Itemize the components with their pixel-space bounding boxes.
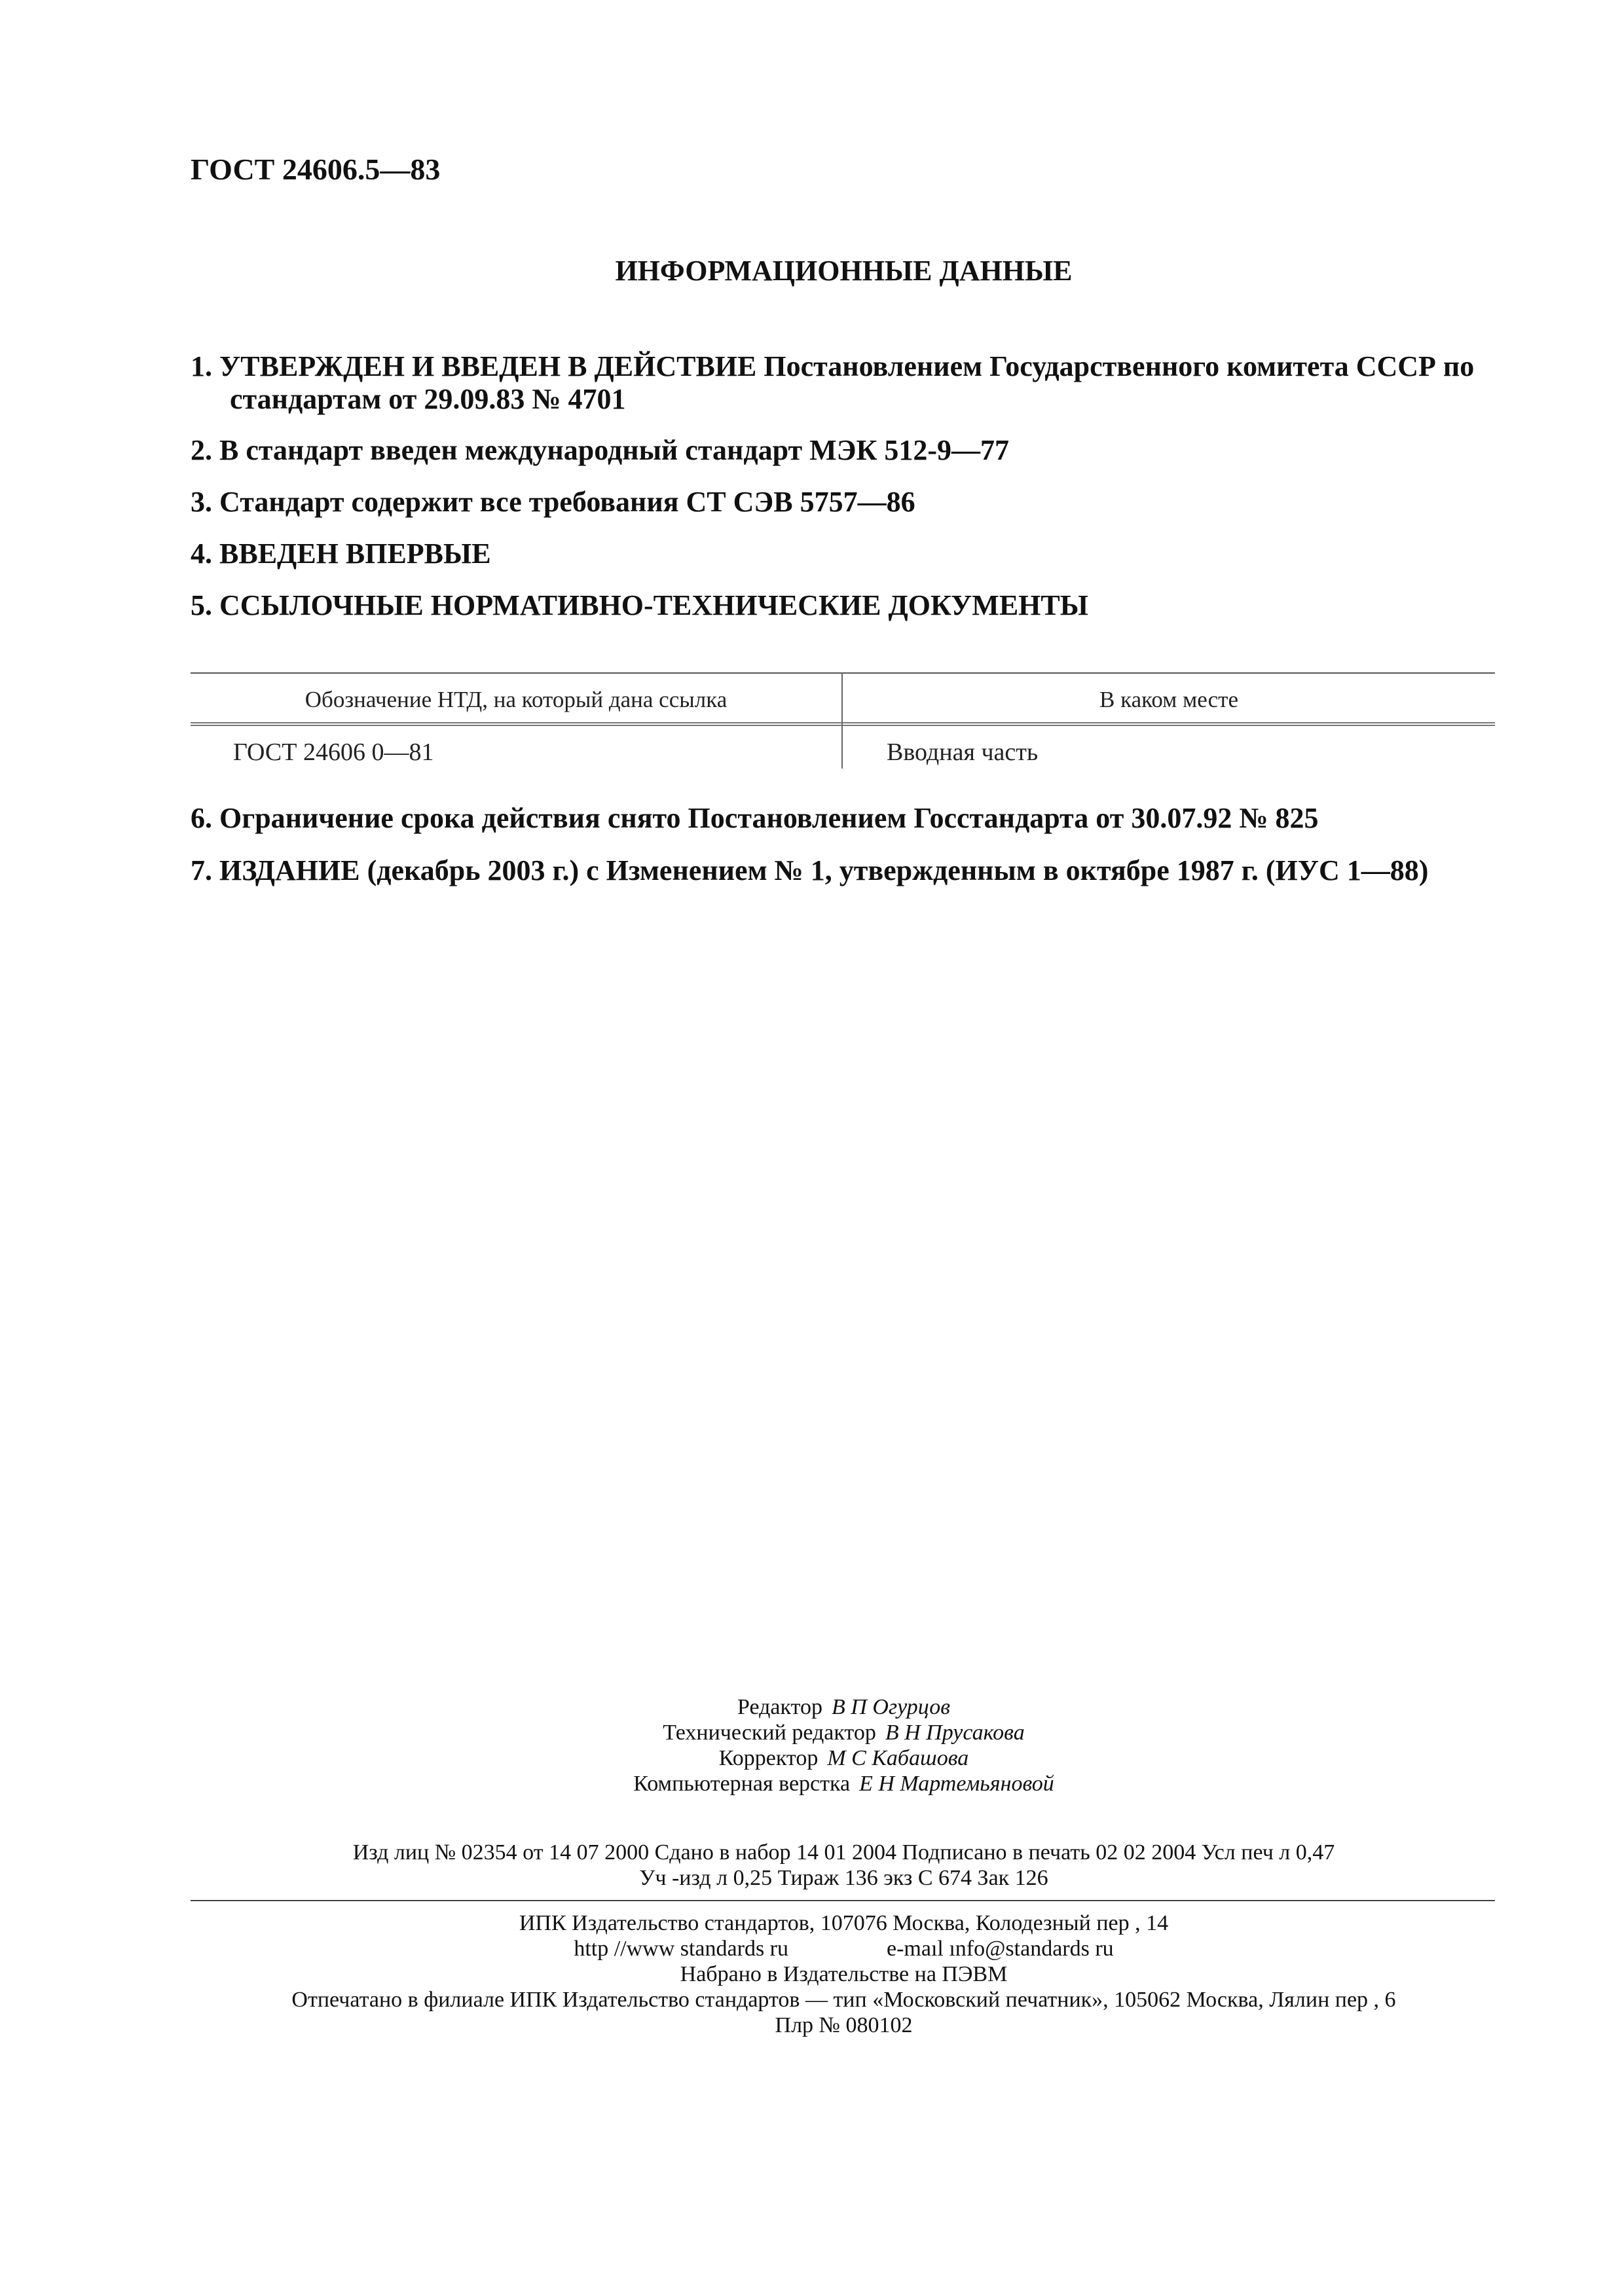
credit-line bbox=[0, 1745, 1622, 1771]
credit-role: Корректор bbox=[718, 1746, 819, 1770]
item-text-continuation: стандартам от 29.09.83 № 4701 bbox=[230, 383, 626, 415]
credit-role: Компьютерная верстка bbox=[633, 1772, 851, 1796]
publication-info bbox=[0, 1840, 1622, 1891]
website-text: http //www standards ru bbox=[574, 1937, 788, 1961]
item-number: 2. bbox=[191, 434, 212, 466]
item-number: 7. bbox=[191, 854, 212, 886]
imprint-credits bbox=[0, 1694, 1622, 1796]
item-text: Стандарт содержит все требования СТ СЭВ 5757—86 bbox=[219, 486, 915, 518]
table-header-location: В каком месте bbox=[1099, 687, 1238, 712]
table-header-rule bbox=[191, 722, 1495, 726]
item-text: УТВЕРЖДЕН И ВВЕДЕН В ДЕЙСТВИЕ Постановлением Государственного комитета СССР по bbox=[219, 350, 1475, 382]
info-item-5 bbox=[191, 589, 1088, 622]
info-item-1 bbox=[191, 350, 1494, 416]
reference-table bbox=[191, 672, 1495, 769]
credit-name: М С Кабашова bbox=[827, 1746, 969, 1770]
publication-line-1: Изд лиц № 02354 от 14 07 2000 Сдано в набор 14 01 2004 Подписано в печать 02 02 2004 Усл печ л 0,47 bbox=[352, 1840, 1335, 1865]
printer-contacts bbox=[0, 1936, 1622, 1961]
table-top-rule bbox=[191, 672, 1495, 674]
info-item-2 bbox=[191, 434, 1009, 467]
item-number: 4. bbox=[191, 538, 212, 570]
gost-code: ГОСТ 24606.5—83 bbox=[191, 153, 441, 186]
item-text: ВВЕДЕН ВПЕРВЫЕ bbox=[219, 538, 491, 570]
printer-info bbox=[0, 1910, 1622, 2038]
section-title: ИНФОРМАЦИОННЫЕ ДАННЫЕ bbox=[615, 255, 1073, 287]
info-item-7 bbox=[191, 854, 1428, 887]
item-text: ССЫЛОЧНЫЕ НОРМАТИВНО-ТЕХНИЧЕСКИЕ ДОКУМЕНТЫ bbox=[219, 589, 1088, 621]
credit-line bbox=[0, 1694, 1622, 1720]
table-header-designation: Обозначение НТД, на который дана ссылка bbox=[304, 687, 728, 712]
item-text: ИЗДАНИЕ (декабрь 2003 г.) с Изменением № 1, утвержденным в октябре 1987 г. (ИУС 1—88) bbox=[219, 854, 1429, 886]
item-number: 5. bbox=[191, 589, 212, 621]
credit-name: В П Огурцов bbox=[832, 1695, 950, 1719]
info-item-3 bbox=[191, 486, 915, 519]
typeset-note: Набрано в Издательстве на ПЭВМ bbox=[680, 1962, 1008, 1986]
publication-line-2: Уч -изд л 0,25 Тираж 136 экз С 674 Зак 126 bbox=[639, 1866, 1048, 1890]
credit-role: Редактор bbox=[737, 1695, 822, 1719]
credit-name: В Н Прусакова bbox=[885, 1721, 1025, 1745]
publication-rule bbox=[191, 1900, 1495, 1901]
license-number: Плр № 080102 bbox=[775, 2013, 913, 2037]
credit-line bbox=[0, 1720, 1622, 1745]
item-number: 6. bbox=[191, 802, 212, 834]
email-text: e-maıl ınfo@standards ru bbox=[887, 1937, 1114, 1961]
credit-line bbox=[0, 1771, 1622, 1796]
table-cell-designation: ГОСТ 24606 0—81 bbox=[233, 738, 434, 766]
credit-name: Е Н Мартемьяновой bbox=[859, 1772, 1054, 1796]
info-item-6 bbox=[191, 802, 1319, 835]
printer-address: ИПК Издательство стандартов, 107076 Москва, Колодезный пер , 14 bbox=[519, 1911, 1169, 1935]
item-number: 1. bbox=[191, 350, 212, 382]
printed-note: Отпечатано в филиале ИПК Издательство стандартов — тип «Московский печатник», 105062 Москва, Лялин пер , 6 bbox=[291, 1988, 1396, 2012]
item-text: Ограничение срока действия снято Постановлением Госстандарта от 30.07.92 № 825 bbox=[219, 802, 1319, 834]
item-number: 3. bbox=[191, 486, 212, 518]
info-item-4 bbox=[191, 538, 491, 570]
item-text: В стандарт введен международный стандарт МЭК 512-9—77 bbox=[219, 434, 1010, 466]
table-cell-location: Вводная часть bbox=[887, 738, 1039, 766]
credit-role: Технический редактор bbox=[663, 1721, 876, 1745]
